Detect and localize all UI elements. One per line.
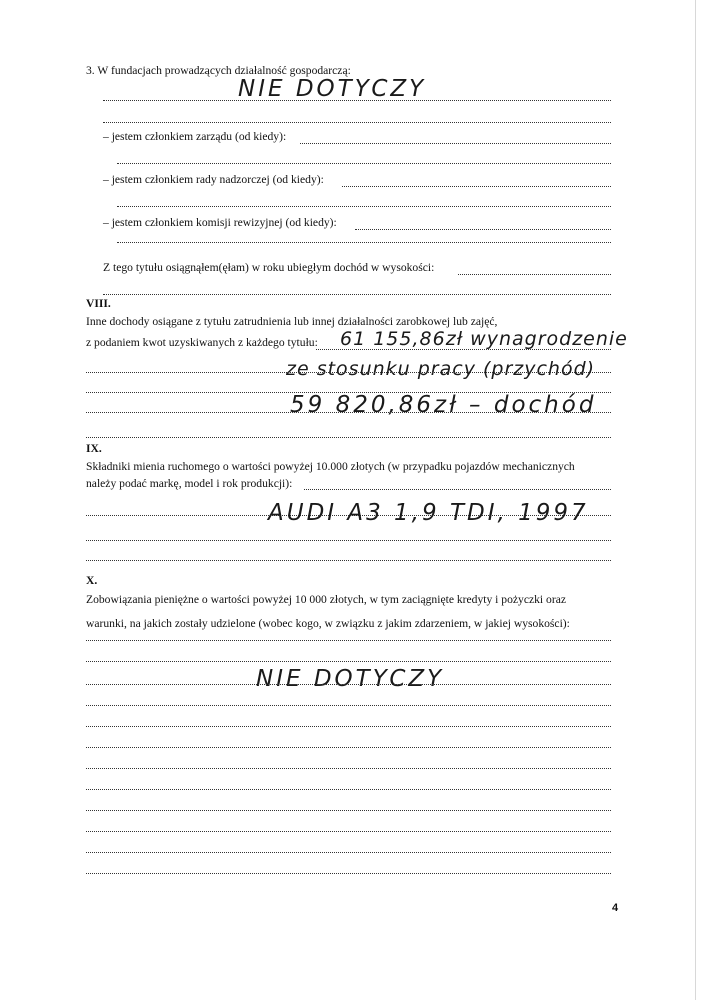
dotted-line (86, 852, 611, 853)
dotted-line (103, 122, 611, 123)
dotted-line (300, 143, 611, 144)
dotted-line (86, 684, 611, 685)
dotted-line (103, 294, 611, 295)
section3-board-label: – jestem członkiem zarządu (od kiedy): (103, 130, 287, 143)
dotted-line (86, 705, 611, 706)
section8-number: VIII. (86, 297, 111, 310)
page-edge-line (695, 0, 696, 1000)
section8-line1: Inne dochody osiągane z tytułu zatrudnienia lub innej działalności zarobkowej lub zajęć, (86, 315, 498, 328)
dotted-line (304, 489, 611, 490)
section3-heading: 3. W fundacjach prowadzących działalność gospodarczą: (86, 64, 351, 77)
section9-handwritten: AUDI A3 1,9 TDI, 1997 (268, 500, 589, 526)
section10-line2: warunki, na jakich zostały udzielone (wobec kogo, w związku z jakim zdarzeniem, w jakiej wysokości): (86, 617, 570, 630)
dotted-line (86, 540, 611, 541)
section3-supervisory-label: – jestem członkiem rady nadzorczej (od kiedy): (103, 173, 324, 186)
dotted-line (103, 100, 611, 101)
dotted-line (86, 726, 611, 727)
section9-number: IX. (86, 442, 102, 455)
dotted-line (86, 640, 611, 641)
section8-handwritten-3: 59 820,86zł – dochód (290, 392, 597, 418)
section10-number: X. (86, 574, 98, 587)
dotted-line (86, 768, 611, 769)
section10-line1: Zobowiązania pieniężne o wartości powyżej 10 000 złotych, w tym zaciągnięte kredyty i pożyczki oraz (86, 593, 566, 606)
dotted-line (117, 242, 611, 243)
section8-handwritten-2: ze stosunku pracy (przychód) (286, 358, 596, 380)
dotted-line (86, 412, 611, 413)
dotted-line (117, 206, 611, 207)
page-number: 4 (612, 902, 619, 914)
dotted-line (86, 560, 611, 561)
section3-handwritten-answer: NIE DOTYCZY (238, 76, 427, 102)
section8-line2: z podaniem kwot uzyskiwanych z każdego tytułu: (86, 336, 318, 349)
dotted-line (86, 831, 611, 832)
dotted-line (86, 873, 611, 874)
section3-income-label: Z tego tytułu osiągnąłem(ęłam) w roku ubiegłym dochód w wysokości: (103, 261, 435, 274)
dotted-line (86, 789, 611, 790)
dotted-line (86, 437, 611, 438)
dotted-line (458, 274, 611, 275)
dotted-line (342, 186, 611, 187)
dotted-line (355, 229, 611, 230)
section10-handwritten: NIE DOTYCZY (256, 666, 445, 692)
section8-handwritten-1: 61 155,86zł wynagrodzenie (340, 328, 628, 350)
dotted-line (86, 747, 611, 748)
section9-line2: należy podać markę, model i rok produkcji): (86, 477, 293, 490)
dotted-line (86, 661, 611, 662)
section9-line1: Składniki mienia ruchomego o wartości powyżej 10.000 złotych (w przypadku pojazdów mechanicznych (86, 460, 575, 473)
dotted-line (117, 163, 611, 164)
dotted-line (86, 372, 611, 373)
dotted-line (86, 810, 611, 811)
section3-audit-label: – jestem członkiem komisji rewizyjnej (od kiedy): (103, 216, 337, 229)
